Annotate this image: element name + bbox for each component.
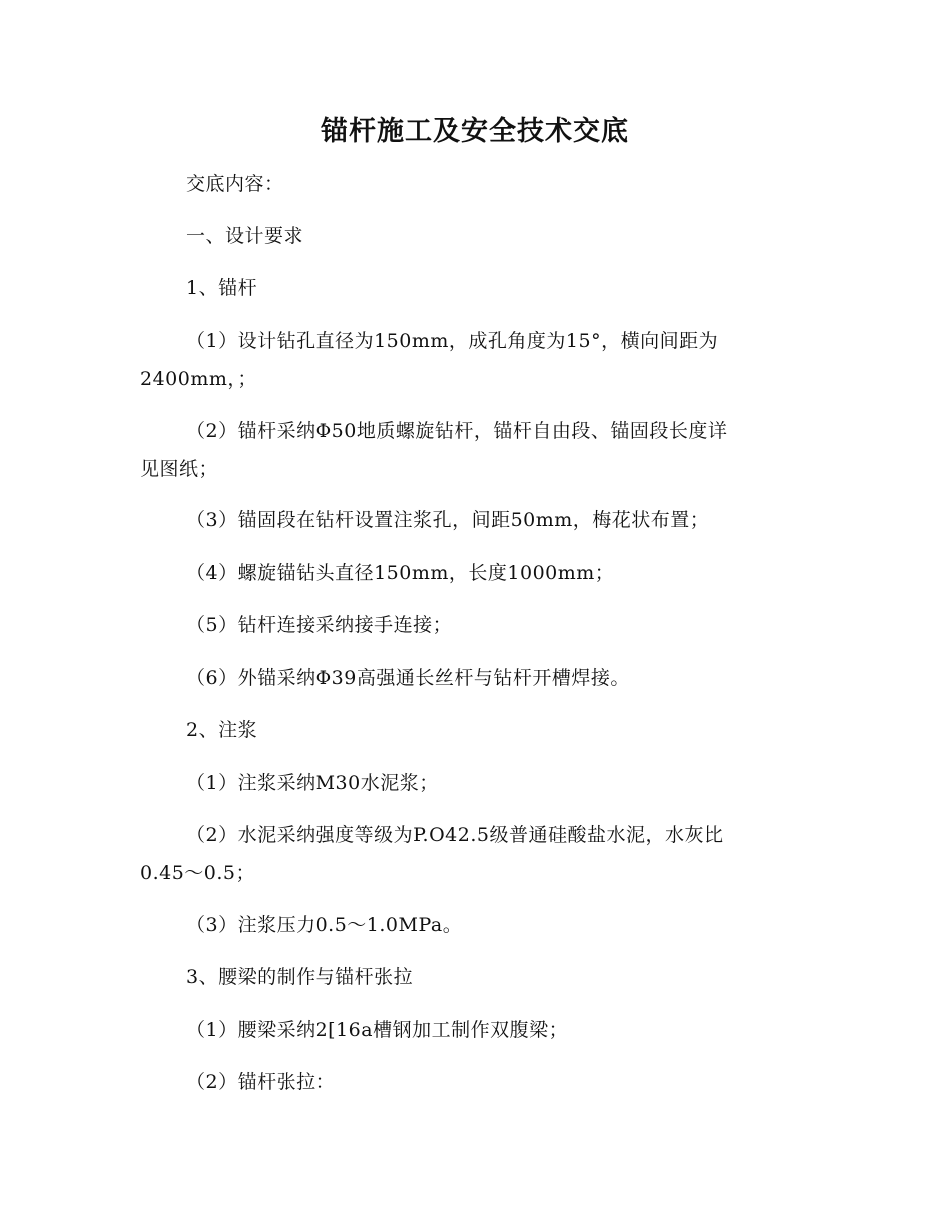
intro-label: 交底内容： xyxy=(186,173,284,195)
paragraph-line: （2）锚杆张拉： xyxy=(186,1071,336,1093)
section-heading: 一、设计要求 xyxy=(186,225,304,247)
paragraph-continuation: 见图纸； xyxy=(140,458,219,480)
paragraph-line: （5）钻杆连接采纳接手连接； xyxy=(186,614,453,636)
paragraph-line: （2）锚杆采纳Φ50地质螺旋钻杆，锚杆自由段、锚固段长度详 xyxy=(186,420,728,442)
paragraph-line: （1）设计钻孔直径为150mm，成孔角度为15°，横向间距为 xyxy=(186,330,719,352)
paragraph-line: （1）腰梁采纳2[16a槽钢加工制作双腹梁； xyxy=(186,1019,569,1041)
subsection-heading: 3、腰梁的制作与锚杆张拉 xyxy=(186,966,414,988)
paragraph-line: （4）螺旋锚钻头直径150mm，长度1000mm； xyxy=(186,562,615,584)
paragraph-line: （6）外锚采纳Φ39高强通长丝杆与钻杆开槽焊接。 xyxy=(186,667,630,689)
subsection-heading: 2、注浆 xyxy=(186,719,258,741)
paragraph-line: （1）注浆采纳M30水泥浆； xyxy=(186,772,439,794)
paragraph-continuation: 2400mm，； xyxy=(140,368,257,390)
paragraph-continuation: 0.45～0.5； xyxy=(140,862,256,884)
subsection-heading: 1、锚杆 xyxy=(186,277,258,299)
paragraph-line: （2）水泥采纳强度等级为P.O42.5级普通硅酸盐水泥，水灰比 xyxy=(186,824,724,846)
document-title: 锚杆施工及安全技术交底 xyxy=(321,116,629,147)
paragraph-line: （3）注浆压力0.5～1.0MPa。 xyxy=(186,914,463,936)
paragraph-line: （3）锚固段在钻杆设置注浆孔，间距50mm，梅花状布置； xyxy=(186,509,710,531)
